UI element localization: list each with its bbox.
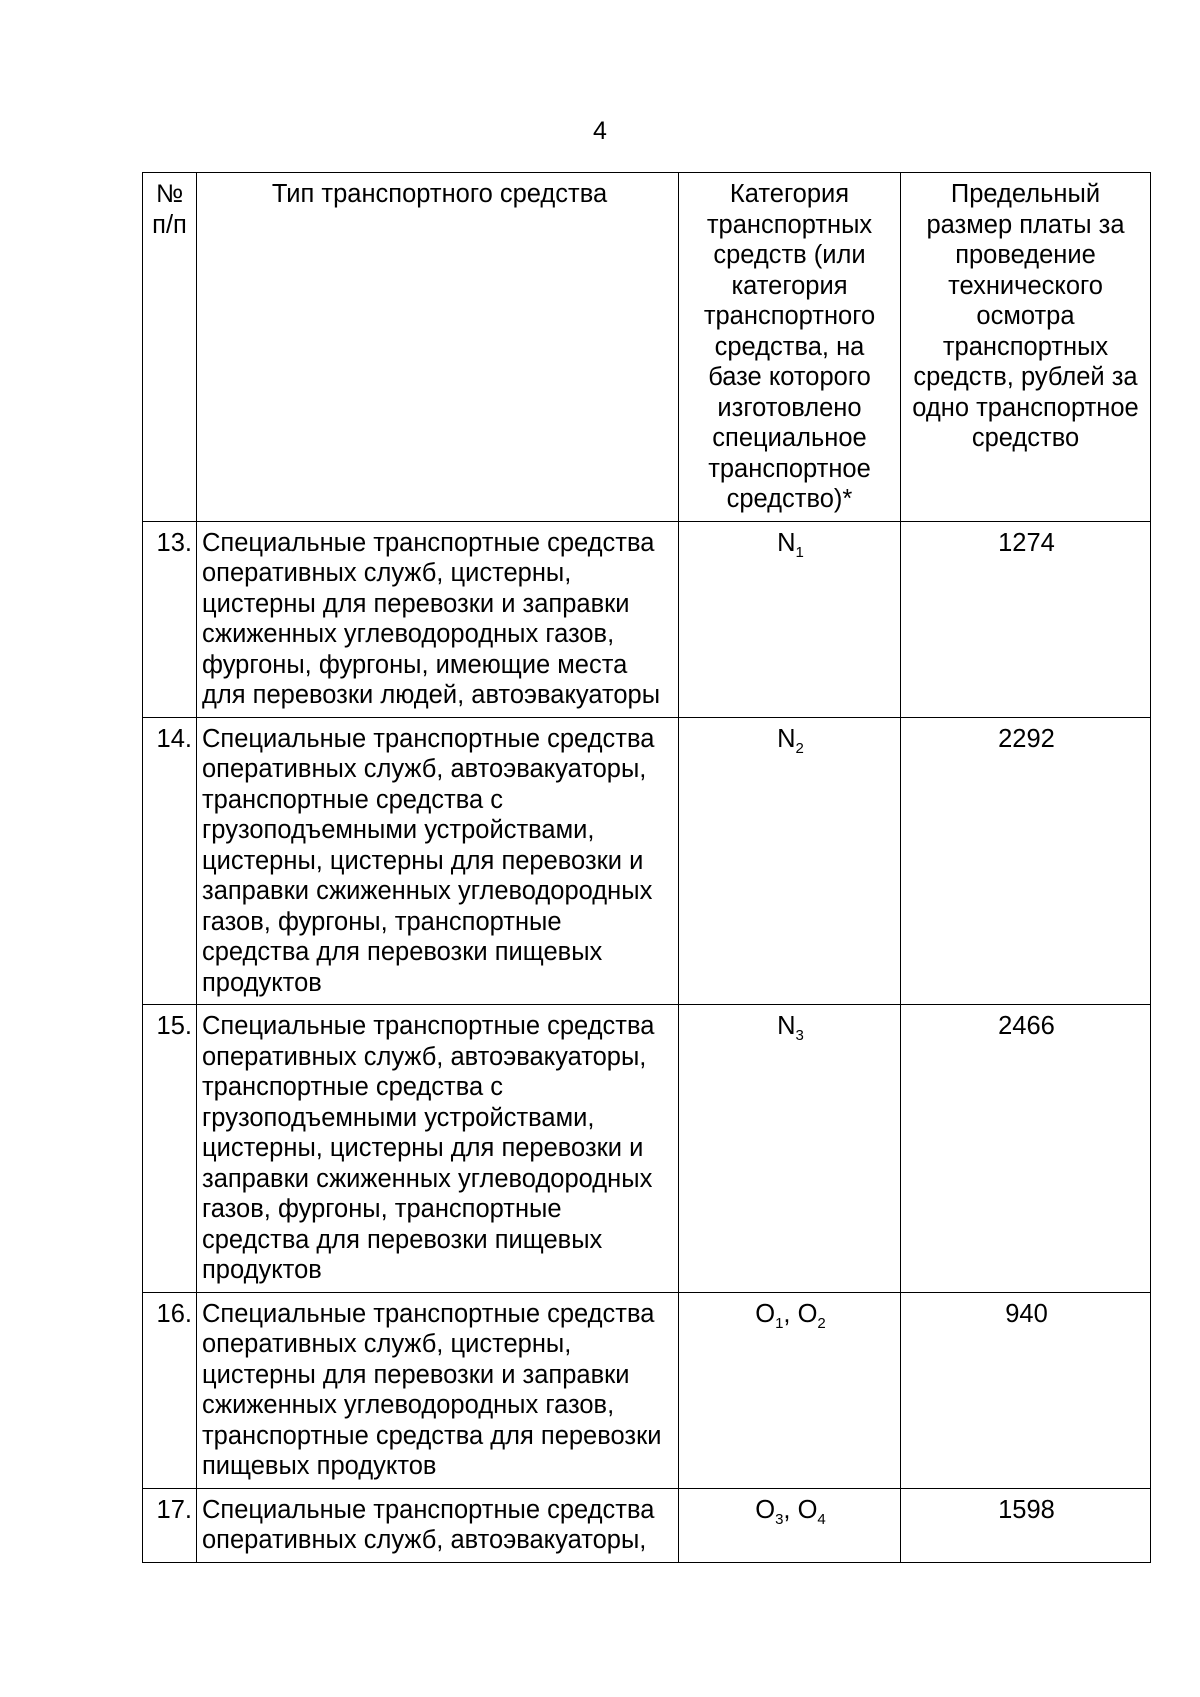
- category-separator: ,: [783, 1495, 798, 1524]
- row-max-fee: 1274: [901, 521, 1151, 717]
- category-code: [755, 1495, 784, 1528]
- category-subscript: 2: [817, 1314, 826, 1332]
- category-separator: ,: [783, 1299, 798, 1328]
- category-letter: N: [777, 528, 796, 557]
- category-subscript: 1: [775, 1314, 784, 1332]
- row-vehicle-category: [679, 1005, 901, 1293]
- category-subscript: 1: [795, 543, 804, 561]
- row-number: 14.: [143, 717, 197, 1005]
- header-number-abbrev: п/п: [152, 210, 187, 239]
- category-letter: N: [777, 724, 796, 753]
- category-code: [797, 1299, 826, 1332]
- table-row: [143, 1005, 1151, 1293]
- row-max-fee: 2466: [901, 1005, 1151, 1293]
- row-vehicle-type: Специальные транспортные средства оперативных служб, цистерны, цистерны для перевозки и заправки сжиженных углеводородных газов, фургоны, фургоны, имеющие места для перевозки людей, автоэвакуаторы: [197, 521, 679, 717]
- table-row: [143, 1292, 1151, 1488]
- row-vehicle-category: [679, 1292, 901, 1488]
- category-letter: N: [777, 1012, 796, 1040]
- row-max-fee: 940: [901, 1292, 1151, 1488]
- category-code: [777, 528, 804, 561]
- category-code: [777, 724, 804, 757]
- category-subscript: 4: [817, 1510, 826, 1528]
- category-letter: O: [755, 1495, 776, 1524]
- row-vehicle-category: [679, 521, 901, 717]
- category-code: [797, 1495, 826, 1528]
- inspection-fee-table: [142, 172, 1151, 1563]
- row-max-fee: 1598: [901, 1488, 1151, 1562]
- row-vehicle-category: [679, 1488, 901, 1562]
- table-row: [143, 717, 1151, 1005]
- table-header-row: [143, 173, 1151, 522]
- row-vehicle-type: Специальные транспортные средства оперативных служб, автоэвакуаторы, транспортные средства с грузоподъемными устройствами, цистерны, цистерны для перевозки и заправки сжиженных углеводородных газов, фургоны, транспортные средства для перевозки пищевых продуктов: [197, 1005, 679, 1293]
- category-subscript: 2: [795, 739, 804, 757]
- table-body: [143, 521, 1151, 1562]
- row-max-fee: 2292: [901, 717, 1151, 1005]
- header-vehicle-category: Категория транспортных средств (или категория транспортного средства, на базе которого изготовлено специальное транспортное средство)*: [679, 173, 901, 522]
- row-number: 17.: [143, 1488, 197, 1562]
- table-row: [143, 521, 1151, 717]
- row-number: 16.: [143, 1292, 197, 1488]
- row-number: 15.: [143, 1005, 197, 1293]
- header-number: [143, 173, 197, 522]
- page-number: 4: [593, 117, 607, 145]
- category-code: [777, 1012, 804, 1044]
- row-vehicle-category: [679, 717, 901, 1005]
- category-subscript: 3: [775, 1510, 784, 1528]
- header-vehicle-type: Тип транспортного средства: [197, 173, 679, 522]
- category-code: [755, 1299, 784, 1332]
- category-letter: O: [797, 1495, 818, 1524]
- header-number-symbol: №: [155, 180, 184, 208]
- category-letter: O: [797, 1299, 818, 1328]
- header-max-fee: Предельный размер платы за проведение технического осмотра транспортных средств, рублей за одно транспортное средство: [901, 173, 1151, 522]
- table-row: [143, 1488, 1151, 1562]
- row-vehicle-type: Специальные транспортные средства оперативных служб, цистерны, цистерны для перевозки и заправки сжиженных углеводородных газов, транспортные средства для перевозки пищевых продуктов: [197, 1292, 679, 1488]
- row-vehicle-type: Специальные транспортные средства оперативных служб, автоэвакуаторы, транспортные средства с грузоподъемными устройствами, цистерны, цистерны для перевозки и заправки сжиженных углеводородных газов, фургоны, транспортные средства для перевозки пищевых продуктов: [197, 717, 679, 1005]
- row-number: 13.: [143, 521, 197, 717]
- row-vehicle-type: Специальные транспортные средства оперативных служб, автоэвакуаторы,: [197, 1488, 679, 1562]
- category-subscript: 3: [795, 1027, 804, 1044]
- category-letter: O: [755, 1299, 776, 1328]
